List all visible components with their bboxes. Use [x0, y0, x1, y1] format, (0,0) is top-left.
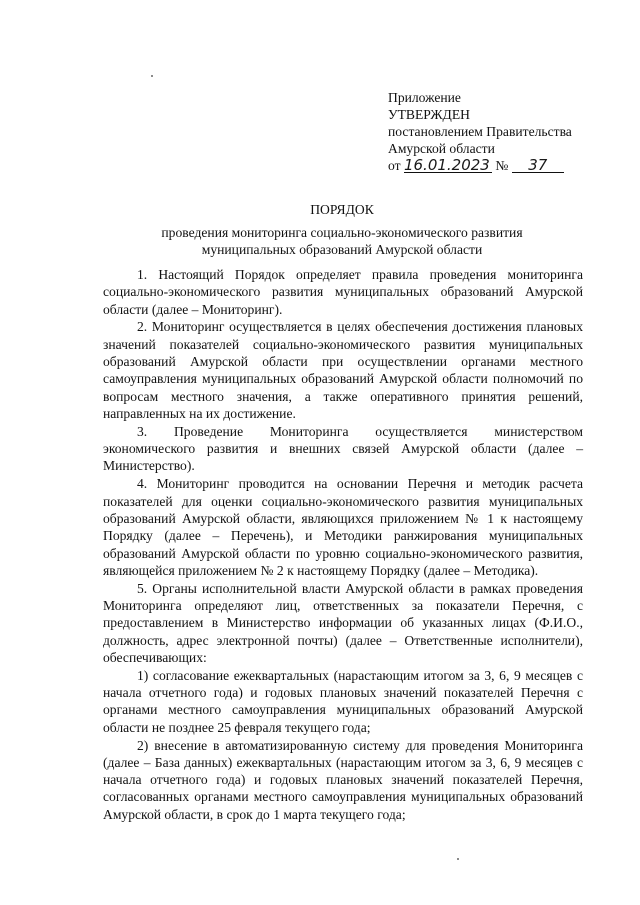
- document-title: [100, 201, 584, 258]
- paragraph-3: 3. Проведение Мониторинга осуществляется министерством экономического развития и внешних связей Амурской области (далее – Министерство).: [103, 423, 583, 474]
- scan-speck: [457, 858, 459, 860]
- region-label: Амурской области: [388, 141, 495, 156]
- approved-label: УТВЕРЖДЕН: [388, 107, 470, 122]
- date-prefix: от: [388, 158, 401, 173]
- paragraph-2: 2. Мониторинг осуществляется в целях обеспечения достижения плановых значений показателей социально-экономического развития муниципальных образований Амурской области при осуществлении органами местного самоуправления муниципальных образований Амурской области полномочий по вопросам местного значения, а также оперативного принятия решений, направленных на их достижение.: [103, 319, 583, 421]
- date-number-line: [388, 157, 628, 174]
- paragraph-1: 1. Настоящий Порядок определяет правила проведения мониторинга социально-экономического развития муниципальных образований Амурской области (далее – Мониторинг).: [103, 267, 583, 317]
- subitem-2: 2) внесение в автоматизированную систему для проведения Мониторинга (далее – База данных) ежеквартальных (нарастающим итогом за 3, 6, 9 месяцев с начала отчетного года) и годовых плановых значений показателей Перечня, согласованных органами местного самоуправления муниципальных образований Амурской области, в срок до 1 марта текущего года;: [103, 737, 583, 822]
- document-body: [103, 266, 583, 823]
- approval-block: [388, 89, 628, 174]
- number-prefix: №: [495, 158, 509, 173]
- paragraph-5: 5. Органы исполнительной власти Амурской области в рамках проведения Мониторинга определяют лиц, ответственных за показатели Перечня, с предоставлением в Министерство информации об указанных лицах (Ф.И.О., должность, адрес электронной почты) (далее – Ответственные исполнители), обеспечивающих:: [103, 580, 583, 665]
- annex-label: Приложение: [388, 90, 461, 105]
- title-heading: ПОРЯДОК: [310, 202, 374, 217]
- title-line-2: проведения мониторинга социально-экономического развития: [161, 225, 523, 240]
- handwritten-number: 37: [512, 158, 564, 173]
- title-line-3: муниципальных образований Амурской области: [201, 242, 483, 257]
- subitem-1: 1) согласование ежеквартальных (нарастающим итогом за 3, 6, 9 месяцев с начала отчетного года) и годовых плановых значений показателей Перечня с органами местного самоуправления муниципальных образований Амурской области не позднее 25 февраля текущего года;: [103, 667, 583, 735]
- paragraph-4: 4. Мониторинг проводится на основании Перечня и методик расчета показателей для оценки социально-экономического развития муниципальных образований Амурской области, являющихся приложением № 1 к настоящему Порядку (далее – Перечень), и Методики ранжирования муниципальных образований Амурской области по уровню социально-экономического развития, являющейся приложением № 2 к настоящему Порядку (далее – Методика).: [103, 476, 583, 578]
- decree-label: постановлением Правительства: [388, 124, 572, 139]
- handwritten-date: 16.01.2023: [404, 158, 492, 173]
- scan-speck: [151, 75, 153, 77]
